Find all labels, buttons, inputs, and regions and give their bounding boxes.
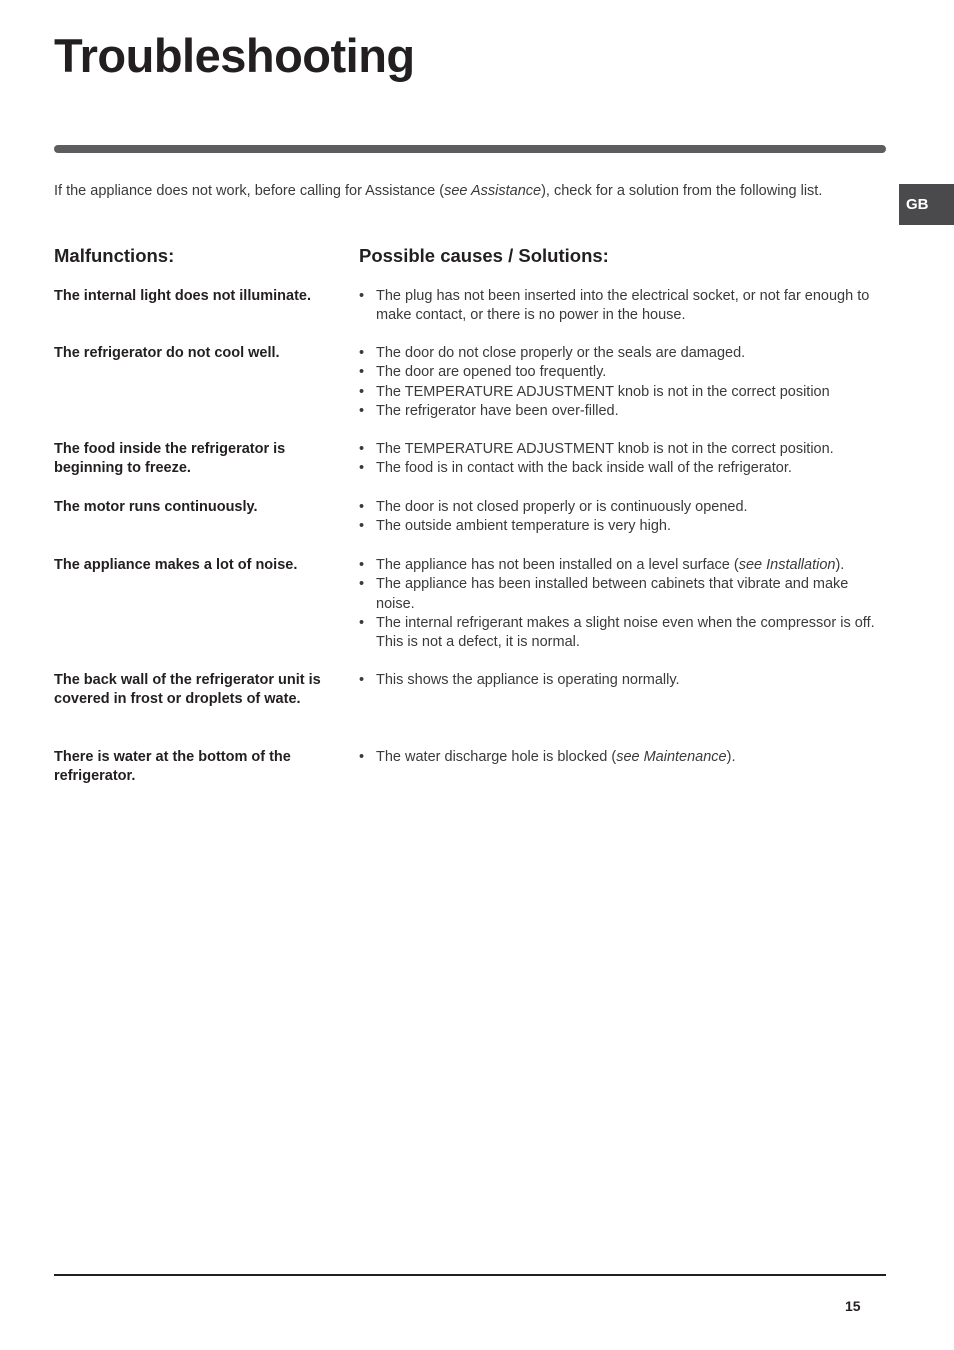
page-number: 15 — [845, 1298, 861, 1314]
malfunction-label: The refrigerator do not cool well. — [54, 345, 280, 361]
cause-text: The door are opened too frequently. — [376, 364, 607, 381]
cause-item — [359, 440, 886, 459]
cause-text: The TEMPERATURE ADJUSTMENT knob is not in the correct position — [376, 383, 830, 400]
cause-reference: see Installation — [738, 557, 836, 573]
title-divider — [54, 145, 886, 153]
causes-list — [359, 671, 886, 690]
cause-text: The water discharge hole is blocked ( — [376, 749, 617, 765]
intro-text: If the appliance does not work, before calling for Assistance ( — [54, 183, 445, 199]
cause-text: The outside ambient temperature is very high. — [376, 518, 671, 535]
malfunctions-heading: Malfunctions: — [54, 245, 175, 266]
cause-reference: see Maintenance — [616, 749, 727, 765]
malfunction-label: The back wall of the refrigerator unit is covered in frost or droplets of wate. — [54, 672, 321, 708]
cause-text: The plug has not been inserted into the electrical socket, or not far enough to make contact, or there is no power in the house. — [376, 288, 870, 324]
intro-text-end: ), check for a solution from the following list. — [541, 183, 823, 199]
intro-paragraph — [54, 182, 884, 201]
causes-list — [359, 287, 886, 326]
cause-text: The appliance has not been installed on a level surface ( — [376, 557, 739, 573]
bullet-icon: • — [359, 576, 365, 593]
malfunction-label: The motor runs continuously. — [54, 499, 258, 515]
cause-item — [359, 575, 886, 614]
language-tab: GB — [899, 184, 954, 225]
cause-item — [359, 287, 886, 326]
cause-text-end: ). — [835, 557, 845, 573]
bullet-icon: • — [359, 557, 365, 573]
bullet-icon: • — [359, 672, 365, 688]
intro-reference: see Assistance — [444, 183, 542, 199]
cause-item — [359, 363, 886, 382]
causes-list — [359, 344, 886, 421]
cause-text: The appliance has been installed between cabinets that vibrate and make noise. — [376, 576, 849, 612]
malfunction-label: The food inside the refrigerator is beginning to freeze. — [54, 441, 286, 477]
cause-text-end: ). — [726, 749, 736, 765]
cause-item — [359, 671, 886, 690]
cause-item — [359, 614, 886, 653]
malfunction-label: The appliance makes a lot of noise. — [54, 557, 298, 573]
causes-list — [359, 748, 886, 767]
cause-text: This shows the appliance is operating normally. — [376, 672, 680, 688]
bullet-icon: • — [359, 614, 365, 631]
causes-heading: Possible causes / Solutions: — [359, 245, 609, 266]
bullet-icon: • — [359, 345, 365, 361]
cause-item — [359, 383, 886, 402]
causes-list — [359, 556, 886, 652]
bullet-icon: • — [359, 364, 365, 381]
malfunction-label: There is water at the bottom of the refrigerator. — [54, 749, 291, 785]
cause-item — [359, 517, 886, 536]
cause-item — [359, 459, 886, 478]
malfunction-label: The internal light does not illuminate. — [54, 288, 311, 304]
cause-text: The food is in contact with the back inside wall of the refrigerator. — [376, 460, 792, 477]
bullet-icon: • — [359, 402, 365, 419]
cause-text: The refrigerator have been over-filled. — [376, 402, 619, 419]
bullet-icon: • — [359, 518, 365, 535]
causes-list — [359, 440, 886, 479]
causes-list — [359, 498, 886, 537]
cause-text: The door do not close properly or the seals are damaged. — [376, 345, 746, 361]
bullet-icon: • — [359, 460, 365, 477]
cause-text: The door is not closed properly or is continuously opened. — [376, 499, 748, 515]
cause-item — [359, 402, 886, 421]
bullet-icon: • — [359, 383, 365, 400]
page-title: Troubleshooting — [54, 29, 415, 82]
cause-text: The TEMPERATURE ADJUSTMENT knob is not in the correct position. — [376, 441, 834, 457]
bullet-icon: • — [359, 499, 365, 515]
cause-item — [359, 498, 886, 517]
bullet-icon: • — [359, 749, 365, 765]
footer-divider — [54, 1274, 886, 1276]
bullet-icon: • — [359, 288, 365, 304]
cause-text: The internal refrigerant makes a slight noise even when the compressor is off. This is not a defect, it is normal. — [376, 614, 875, 651]
cause-item — [359, 748, 886, 767]
bullet-icon: • — [359, 441, 365, 457]
cause-item — [359, 556, 886, 575]
cause-item — [359, 344, 886, 363]
